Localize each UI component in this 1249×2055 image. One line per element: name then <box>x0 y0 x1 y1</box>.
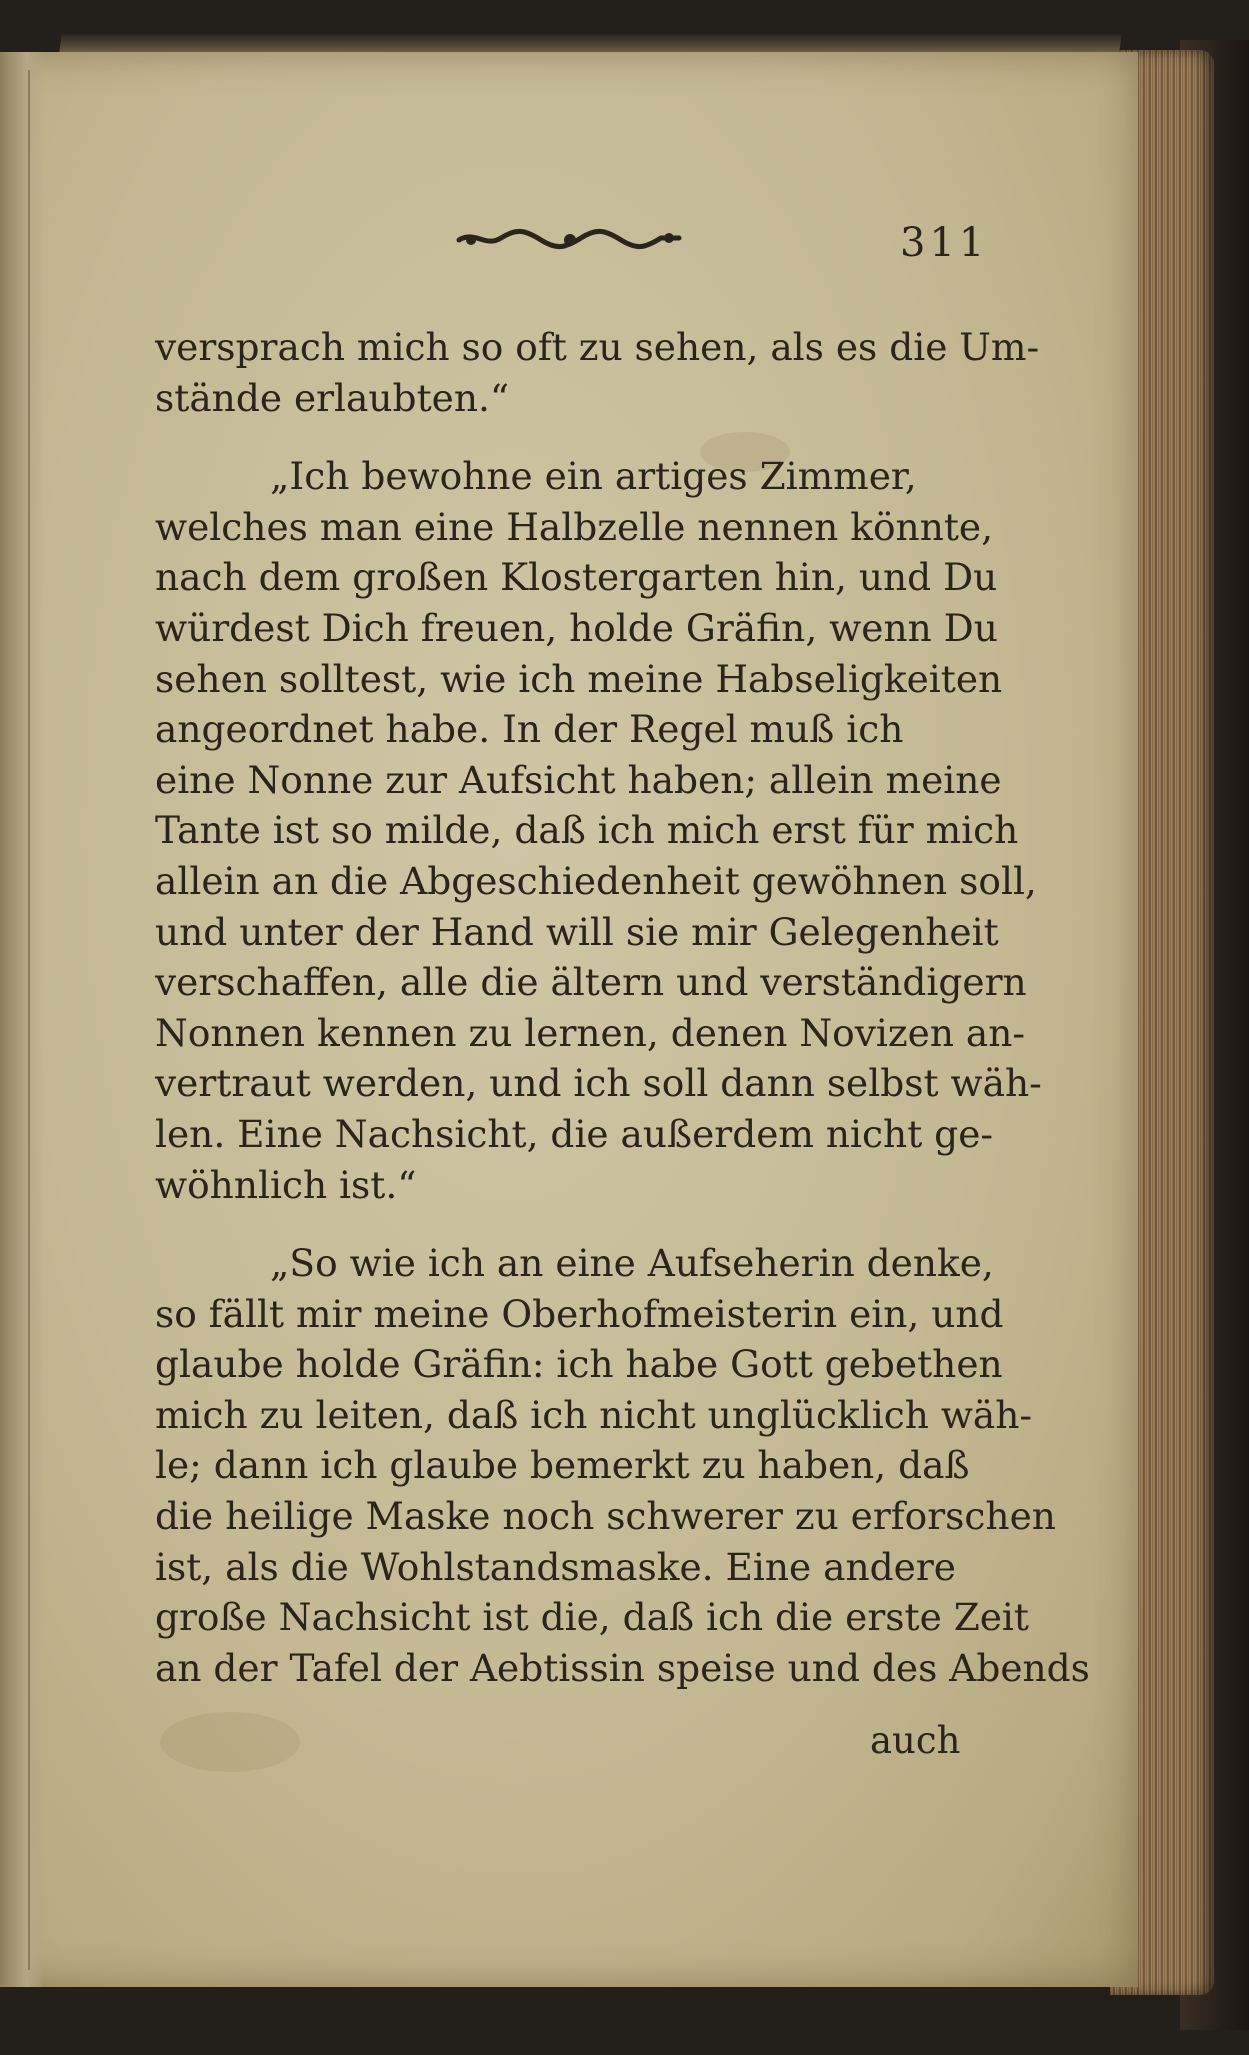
paper-stain <box>160 1712 300 1772</box>
text-line: große Nachsicht ist die, daß ich die erste Zeit <box>155 1595 1029 1640</box>
text-line: und unter der Hand will sie mir Gelegenheit <box>155 909 999 954</box>
text-line: nach dem großen Klostergarten hin, und Du <box>155 555 998 600</box>
text-line: glaube holde Gräfin: ich habe Gott gebethen <box>155 1342 1003 1387</box>
text-line: Nonnen kennen zu lernen, denen Novizen an- <box>155 1010 1026 1055</box>
text-line: sehen solltest, wie ich meine Habseligkeiten <box>155 656 1003 701</box>
text-line: würdest Dich freuen, holde Gräfin, wenn Du <box>155 605 998 650</box>
text-line: „Ich bewohne ein artiges Zimmer, <box>270 454 917 499</box>
text-line: die heilige Maske noch schwerer zu erforschen <box>155 1494 1056 1539</box>
paragraph <box>155 1238 1090 1693</box>
text-line: an der Tafel der Aebtissin speise und des Abends <box>155 1645 1090 1690</box>
text-line: stände erlaubten.“ <box>155 375 510 420</box>
text-line: welches man eine Halbzelle nennen könnte, <box>155 504 994 549</box>
page-gutter <box>0 52 44 1987</box>
text-line: eine Nonne zur Aufsicht haben; allein meine <box>155 757 1002 802</box>
text-line: verschaffen, alle die ältern und verständigern <box>155 960 1027 1005</box>
body-text <box>155 322 1090 1693</box>
text-line: len. Eine Nachsicht, die außerdem nicht ge- <box>155 1111 994 1156</box>
text-line: vertraut werden, und ich soll dann selbst wäh- <box>155 1061 1042 1106</box>
page-number: 311 <box>900 220 989 266</box>
text-line: versprach mich so oft zu sehen, als es die Um- <box>155 325 1040 369</box>
gutter-fold <box>28 70 30 1970</box>
paragraph-gap <box>155 423 970 451</box>
text-line: wöhnlich ist.“ <box>155 1162 417 1207</box>
text-line: so fällt mir meine Oberhofmeisterin ein, und <box>155 1291 1004 1336</box>
text-line: „So wie ich an eine Aufseherin denke, <box>270 1241 994 1286</box>
text-line: angeordnet habe. In der Regel muß ich <box>155 707 904 752</box>
catchword: auch <box>870 1719 961 1762</box>
text-line: mich zu leiten, daß ich nicht unglücklich wäh- <box>155 1392 1033 1437</box>
text-line: Tante ist so milde, daß ich mich erst für mich <box>155 808 1019 853</box>
paragraph-gap <box>155 1210 970 1238</box>
paragraph <box>155 322 1040 423</box>
text-line: le; dann ich glaube bemerkt zu haben, daß <box>155 1443 970 1488</box>
text-line: ist, als die Wohlstandsmaske. Eine andere <box>155 1544 956 1589</box>
paragraph <box>155 451 1042 1210</box>
head-ornament-icon <box>455 226 685 252</box>
text-line: allein an die Abgeschiedenheit gewöhnen soll, <box>155 858 1037 903</box>
